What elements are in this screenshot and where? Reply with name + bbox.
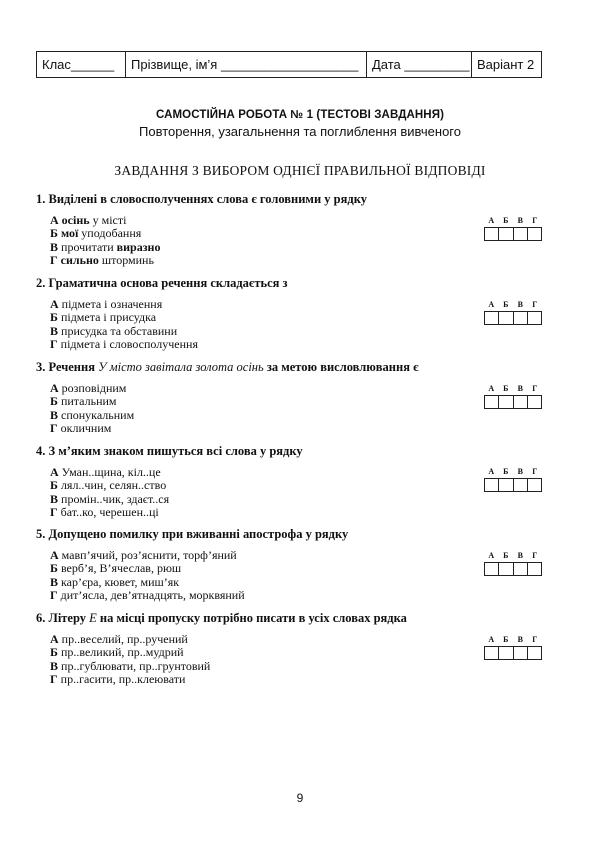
question-1-options [36, 214, 556, 267]
answer-box-g[interactable] [528, 563, 541, 575]
answer-box-v[interactable] [514, 647, 528, 659]
answer-grid-3: А Б В Г [484, 384, 542, 409]
option-b: Б лял..чин, селян..ство [50, 478, 167, 493]
option-b: Б мої уподобання [50, 226, 142, 241]
option-v: В присудка та обставини [50, 323, 178, 338]
answer-grid-2: А Б В Г [484, 300, 542, 325]
question-4 [36, 444, 556, 519]
question-4-options [36, 466, 556, 519]
section-heading: ЗАВДАННЯ З ВИБОРОМ ОДНІЄЇ ПРАВИЛЬНОЇ ВІДПОВІДІ [114, 163, 486, 178]
answer-box-g[interactable] [528, 647, 541, 659]
question-2-text: 2. Граматична основа речення складається з [36, 276, 288, 290]
option-b: Б підмета і присудка [50, 310, 157, 325]
variant-cell [472, 52, 541, 77]
answer-box-v[interactable] [514, 479, 528, 491]
answer-box-a[interactable] [485, 396, 499, 408]
option-a: А мавп’ячий, роз’яснити, торф’яний [50, 548, 237, 562]
question-2 [36, 276, 556, 351]
option-g: Г окличним [50, 420, 112, 435]
answer-box-v[interactable] [514, 312, 528, 324]
question-3-options [36, 382, 556, 435]
date-field[interactable] [367, 52, 472, 77]
option-a: А Уман..щина, кіл..це [50, 465, 161, 479]
answer-box-a[interactable] [485, 647, 499, 659]
page-number: 9 [296, 791, 304, 805]
worksheet-subtitle: Повторення, узагальнення та поглиблення вивченого [139, 124, 461, 139]
answer-box-a[interactable] [485, 563, 499, 575]
student-info-table [36, 51, 542, 78]
question-4-text: 4. З м’яким знаком пишуться всі слова у рядку [36, 444, 303, 458]
question-6-options [36, 633, 556, 686]
question-1-text: 1. Виділені в словосполученнях слова є головними у рядку [36, 192, 367, 206]
option-g: Г сильно шторминь [50, 252, 154, 267]
answer-grid-1: А Б В Г [484, 216, 542, 241]
option-v: В прочитати виразно [50, 239, 161, 254]
answer-box-a[interactable] [485, 312, 499, 324]
option-g: Г пр..гасити, пр..клеювати [50, 671, 186, 686]
answer-box-g[interactable] [528, 228, 541, 240]
option-b: Б пр..великий, пр..мудрий [50, 645, 184, 660]
question-3 [36, 360, 556, 435]
question-6 [36, 611, 556, 686]
option-v: В промін..чик, здаєт..ся [50, 491, 170, 506]
question-3-text: 3. Речення У місто завітала золота осінь за метою висловлювання є [36, 360, 419, 374]
option-b: Б питальним [50, 394, 117, 409]
answer-box-g[interactable] [528, 396, 541, 408]
option-a: А пр..веселий, пр..ручений [50, 632, 188, 646]
answer-box-v[interactable] [514, 228, 528, 240]
option-a: А осінь у місті [50, 213, 127, 227]
option-g: Г бат..ко, черешен..ці [50, 504, 159, 519]
answer-box-a[interactable] [485, 228, 499, 240]
worksheet-title: САМОСТІЙНА РОБОТА № 1 (ТЕСТОВІ ЗАВДАННЯ) [155, 109, 445, 121]
question-5 [36, 527, 556, 602]
answer-grid-6: А Б В Г [484, 635, 542, 660]
option-a: А підмета і означення [50, 297, 163, 311]
answer-box-b[interactable] [499, 312, 513, 324]
class-label: Клас______ [42, 57, 115, 72]
answer-grid-5: А Б В Г [484, 551, 542, 576]
answer-box-g[interactable] [528, 479, 541, 491]
answer-box-g[interactable] [528, 312, 541, 324]
option-v: В пр..гублювати, пр..грунтовий [50, 658, 211, 673]
question-2-options [36, 298, 556, 351]
answer-box-b[interactable] [499, 396, 513, 408]
question-1 [36, 192, 556, 267]
name-field[interactable] [126, 52, 367, 77]
answer-grid-4: А Б В Г [484, 467, 542, 492]
name-label: Прізвище, ім’я ___________________ [131, 57, 359, 72]
question-5-text: 5. Допущено помилку при вживанні апострофа у рядку [36, 527, 349, 541]
option-b: Б верб’я, В’ячеслав, рюш [50, 561, 182, 576]
question-5-options [36, 549, 556, 602]
date-label: Дата _________ [372, 57, 470, 72]
answer-box-b[interactable] [499, 563, 513, 575]
answer-box-v[interactable] [514, 563, 528, 575]
answer-box-a[interactable] [485, 479, 499, 491]
option-v: В кар’єра, кювет, миш’як [50, 574, 180, 589]
option-a: А розповідним [50, 381, 127, 395]
option-g: Г підмета і словосполучення [50, 336, 198, 351]
class-field[interactable] [37, 52, 126, 77]
option-g: Г дит’ясла, дев’ятнадцять, морквяний [50, 587, 245, 602]
answer-box-b[interactable] [499, 479, 513, 491]
answer-box-v[interactable] [514, 396, 528, 408]
question-6-text: 6. Літеру Е на місці пропуску потрібно писати в усіх словах рядка [36, 611, 407, 625]
answer-box-b[interactable] [499, 647, 513, 659]
option-v: В спонукальним [50, 407, 135, 422]
variant-label: Варіант 2 [477, 57, 535, 72]
answer-box-b[interactable] [499, 228, 513, 240]
